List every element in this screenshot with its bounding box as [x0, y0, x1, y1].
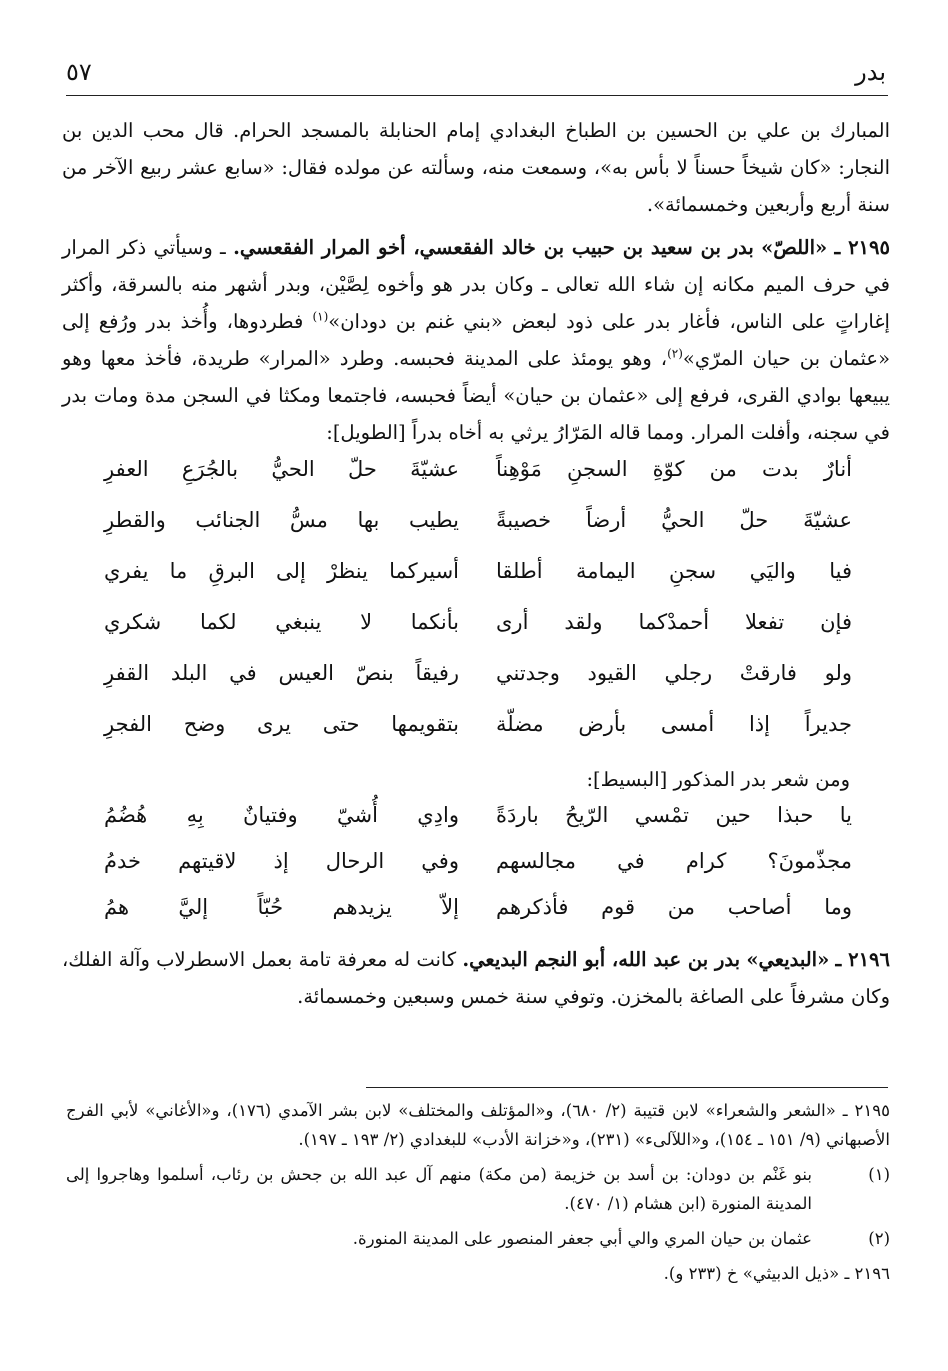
main-text [62, 112, 890, 1015]
poem-tawil [62, 457, 890, 763]
entry-text: ، وهو يومئذ على المدينة فحبسه. وطرد «المرار» طريدة، فأخذ معها وهو يبيعها بوادي القرى، فرفع إلى «عثمان بن حيان» أيضاً فحبسه، فاجتمعا ومكثا في السجن مدة ومات بدر في سجنه، وأفلت المرار. ومما قاله المَرّارُ يرثي به أخاه بدراً [الطويل]: [62, 347, 890, 444]
footnote-2 [66, 1224, 890, 1253]
verse-second-hemistich: عشيّةَ حلّ الحيُّ بالجُرَعِ العفرِ [104, 457, 459, 481]
running-header [66, 58, 886, 92]
footnote-text: عثمان بن حيان المري والي أبي جعفر المنصور على المدينة المنورة. [352, 1229, 812, 1248]
footnote-divider [366, 1087, 888, 1088]
verse [62, 661, 890, 712]
verse-second-hemistich: وادِي أُشيّ وفتيانٌ بِهِ هُضُمُ [104, 803, 459, 827]
verse-first-hemistich: ولو فارقتْ رجلي القيود وجدتني [496, 661, 852, 685]
entry-2196 [62, 941, 890, 1015]
entry-nickname: «اللصّ» [761, 236, 828, 259]
footnote-1 [66, 1160, 890, 1218]
footnote-mark: ٢١٩٥ ـ [842, 1101, 890, 1120]
verse [62, 559, 890, 610]
entry-name: بدر بن عبد الله، أبو النجم البديعي. [462, 948, 741, 971]
entry-number: ٢١٩٦ ـ [835, 948, 890, 971]
verse [62, 849, 890, 895]
verse-first-hemistich: يا حبذا حين تمْسي الرّيحُ باردَةً [496, 803, 852, 827]
verse-first-hemistich: مجذّمونَ؟ كرام في مجالسهم [496, 849, 852, 873]
verse-first-hemistich: فإن تفعلا أحمدْكما ولقد أرى [496, 610, 852, 634]
paragraph-continuation: المبارك بن علي بن الحسين بن الطباخ البغدادي إمام الحنابلة بالمسجد الحرام. قال محب الدين بن النجار: «كان شيخاً حسناً لا بأس به»، وسمعت منه، وسألته عن مولده فقال: «سابع عشر ربيع الآخر من سنة أربع وأربعين وخمسمائة». [62, 119, 890, 216]
footnote-text: «الشعر والشعراء» لابن قتيبة (٢/ ٦٨٠)، و«المؤتلف والمختلف» لابن بشر الآمدي (١٧٦)، و«الأغاني» لأبي الفرج الأصبهاني (٩/ ١٥١ ـ ١٥٤)، و«اللآلىء» (٢٣١)، و«خزانة الأدب» للبغدادي (٢/ ١٩٣ ـ ١٩٧). [66, 1101, 890, 1149]
entry-2195 [62, 229, 890, 451]
verse [62, 457, 890, 508]
verse-second-hemistich: إلاّ يزيدهم حُبّاً إليَّ همُ [104, 895, 459, 919]
verse-first-hemistich: وما أصاحب من قوم فأذكرهم [496, 895, 852, 919]
verse [62, 712, 890, 763]
header-title: بدر [855, 58, 886, 86]
verse-second-hemistich: رفيقاً بنصّ العيس في البلد القفرِ [104, 661, 459, 685]
verse-second-hemistich: يطيب بها مسُّ الجنائب والقطرِ [104, 508, 459, 532]
poem-basit [62, 803, 890, 941]
footnote-text: بنو غَنْم بن دودان: بن أسد بن خزيمة (من مكة) منهم آل عبد الله بن جحش بن رئاب، أسلموا وهاجروا إلى المدينة المنورة (ابن هشام (١/ ٤٧٠). [66, 1165, 812, 1213]
verse-first-hemistich: عشيّةَ حلّ الحيُّ أرضاً خصيبةً [496, 508, 852, 532]
footnotes [66, 1096, 890, 1294]
footnote-ref-1[interactable]: (١) [312, 309, 329, 324]
footnote-text: «ذيل الدبيثي» خ (٢٣٣ و). [663, 1264, 840, 1283]
poem-intro: ومن شعر بدر المذكور [البسيط]: [586, 768, 850, 791]
verse-second-hemistich: أسيركما ينظرْ إلى البرقِ ما يفري [104, 559, 459, 583]
verse-second-hemistich: بأنكما لا ينبغي لكما شكري [104, 610, 459, 634]
entry-number: ٢١٩٥ ـ [834, 236, 890, 259]
footnote-ref-2[interactable]: (٢) [667, 346, 683, 361]
entry-name: بدر بن سعيد بن حبيب بن خالد الفقعسي، أخو المرار الفقعسي. [233, 236, 754, 259]
header-divider [66, 95, 888, 96]
verse [62, 610, 890, 661]
footnote-sources-2195 [66, 1096, 890, 1154]
verse-second-hemistich: بتقويمها حتى يرى وضح الفجرِ [104, 712, 459, 736]
entry-text: كانت له معرفة تامة بعمل الاسطرلاب وآلة الفلك، وكان مشرفاً على الصاغة بالمخزن. وتوفي سنة خمس وسبعين وخمسمائة. [62, 948, 890, 1008]
entry-nickname: «البديعي» [746, 948, 830, 971]
verse-first-hemistich: فيا واليَي سجنِ اليمامة أطلقا [496, 559, 852, 583]
footnote-mark: (٢) [868, 1229, 890, 1248]
verse-first-hemistich: أنارٌ بدت من كوّةِ السجنِ مَوْهِناً [496, 457, 852, 481]
verse [62, 803, 890, 849]
page-number: ٥٧ [66, 58, 92, 86]
footnote-mark: (١) [868, 1165, 890, 1184]
entry-text: ـ وسيأتي ذكر المرار في حرف الميم مكانه إن شاء الله تعالى ـ وكان بدر هو وأخوه لِصَّيْن، وبدر أشهر منه بالسرقة، وأكثر إغاراتٍ على الناس، فأغار بدر على ذود لبعض «بني غنم بن دودان» [62, 236, 890, 333]
entry-text: فطردوها، وأُخذ بدر ورُفع إلى «عثمان بن حيان المرّي» [62, 310, 890, 370]
verse [62, 895, 890, 941]
verse-first-hemistich: جديراً إذا أمسى بأرض مضلّة [496, 712, 852, 736]
verse [62, 508, 890, 559]
footnote-sources-2196 [66, 1259, 890, 1288]
verse-second-hemistich: وفي الرحال إذ لاقيتهم خدمُ [104, 849, 459, 873]
footnote-mark: ٢١٩٦ ـ [844, 1264, 890, 1283]
